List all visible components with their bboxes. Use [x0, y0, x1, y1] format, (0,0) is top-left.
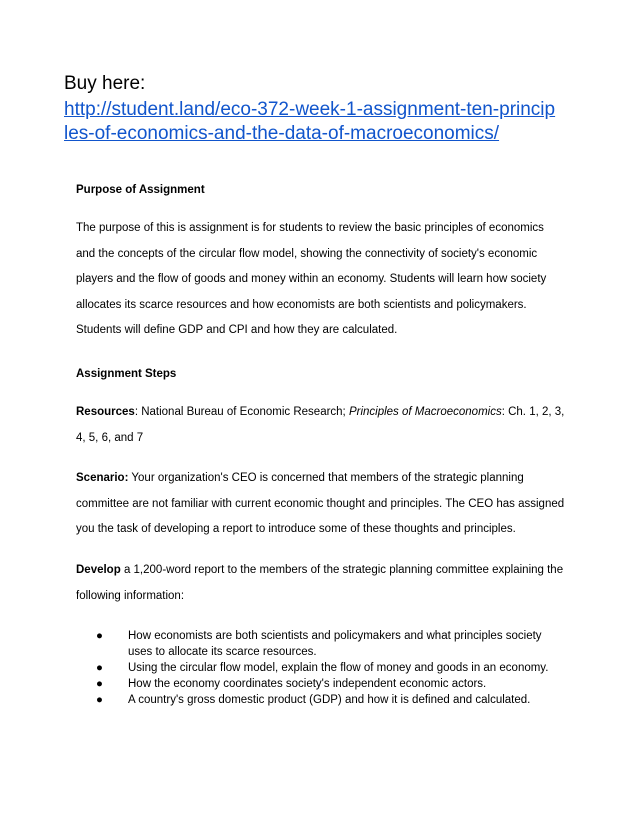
list-item — [96, 628, 566, 660]
paragraph-line: following information: — [76, 589, 185, 602]
bullet-icon: ● — [96, 694, 103, 706]
scenario-paragraph — [76, 466, 576, 543]
paragraph-line: players and the flow of goods and money within an economy. Students will learn how society — [76, 273, 547, 285]
list-item-text: A country's gross domestic product (GDP) and how it is defined and calculated. — [128, 694, 531, 706]
develop-paragraph — [76, 558, 576, 609]
paragraph-line: committee are not familiar with current economic thought and principles. The CEO has assigned — [76, 497, 565, 510]
link-line[interactable]: les-of-economics-and-the-data-of-macroeconomics/ — [64, 123, 500, 144]
bullet-icon: ● — [96, 630, 103, 642]
purpose-heading: Purpose of Assignment — [76, 184, 205, 196]
paragraph-line: Students will define GDP and CPI and how they are calculated. — [76, 324, 398, 336]
resources-book-title: Principles of Macroeconomics — [348, 406, 502, 418]
paragraph-line: The purpose of this is assignment is for students to review the basic principles of economics — [76, 222, 544, 234]
paragraph-line: and the concepts of the circular flow model, showing the connectivity of society's economic — [76, 247, 538, 260]
list-item-text: How the economy coordinates society's independent economic actors. — [128, 678, 487, 690]
paragraph-line: 4, 5, 6, and 7 — [76, 431, 144, 444]
paragraph-line: you the task of developing a report to introduce some of these thoughts and principles. — [76, 523, 516, 535]
paragraph-line: allocates its scarce resources and how economists are both scientists and policymakers. — [76, 298, 527, 311]
list-item-text: uses to allocate its scarce resources. — [128, 646, 317, 658]
list-item-text: How economists are both scientists and policymakers and what principles society — [128, 630, 542, 642]
list-item — [96, 692, 566, 708]
list-item — [96, 676, 566, 692]
paragraph-line — [76, 466, 576, 492]
develop-label: Develop — [76, 564, 121, 576]
develop-text: a 1,200-word report to the members of the strategic planning committee explaining the — [120, 564, 564, 576]
bullet-icon: ● — [96, 678, 103, 690]
bullet-icon: ● — [96, 662, 103, 674]
purpose-paragraph — [76, 216, 576, 344]
steps-heading: Assignment Steps — [76, 368, 177, 380]
list-item-text: Using the circular flow model, explain the flow of money and goods in an economy. — [128, 662, 549, 674]
scenario-label: Scenario: — [76, 472, 129, 484]
paragraph-line — [76, 558, 576, 584]
scenario-text: Your organization's CEO is concerned that members of the strategic planning — [128, 472, 524, 484]
link-line[interactable]: http://student.land/eco-372-week-1-assignment-ten-princip — [64, 99, 556, 120]
buy-here-label: Buy here: — [64, 73, 146, 94]
resources-label: Resources — [76, 406, 135, 418]
paragraph-line — [76, 400, 576, 426]
resources-text-b: : Ch. 1, 2, 3, — [501, 406, 565, 418]
resources-text-a: : National Bureau of Economic Research; — [134, 406, 349, 418]
purchase-link[interactable] — [64, 98, 584, 146]
requirements-list — [96, 628, 566, 708]
resources-paragraph — [76, 400, 576, 451]
list-item — [96, 660, 566, 676]
